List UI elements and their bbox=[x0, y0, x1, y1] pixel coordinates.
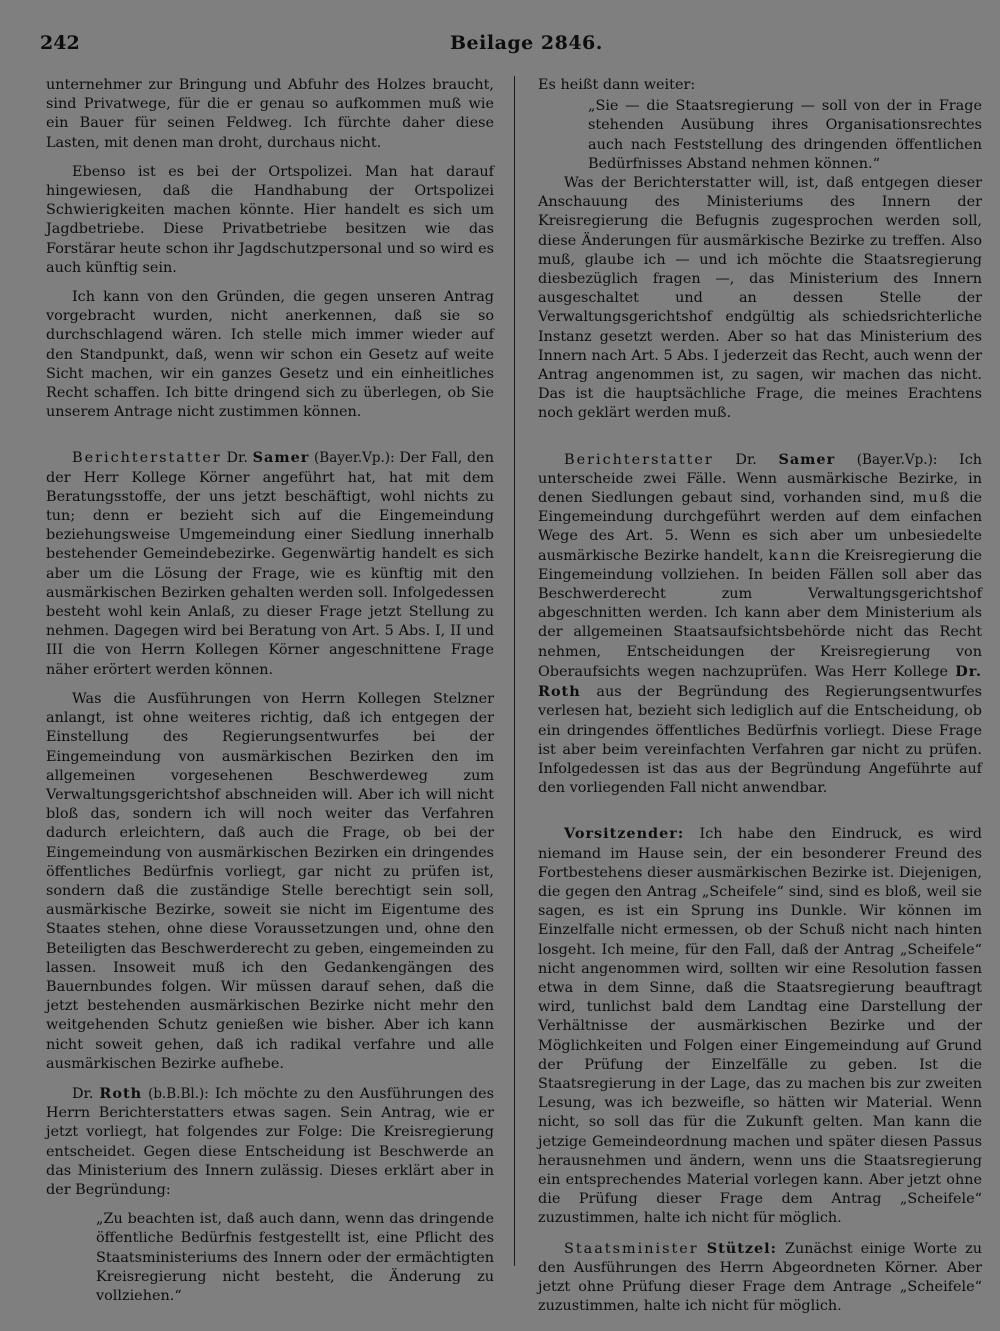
speaker-title: Dr. bbox=[72, 1085, 94, 1102]
speaker-name: Roth bbox=[99, 1084, 143, 1102]
speech-minister bbox=[538, 1239, 982, 1317]
paragraph: Was der Berichterstatter will, ist, daß entgegen dieser Anschauung des Ministeriums des Innern der Kreisregierung die Befugnis zugesprochen werden soll, diese Änderungen für ausmärkische Bezirke zu treffen. Also muß, glaube ich — und ich möchte die Staatsregierung diesbezüglich fragen —, das Ministerium des Innern ausgeschaltet und an dessen Stelle der Verwaltungsgerichtshof endgültig als schiedsrichterliche Instanz gesetzt werden. Aber so hat das Ministerium des Innern nach Art. 5 Abs. I jederzeit das Recht, auch wenn der Antrag angenommen ist, zu sagen, wir machen das nicht. Das ist die hauptsächliche Frage, die meines Erachtens noch geklärt werden muß. bbox=[538, 175, 982, 422]
speaker-name: Stützel: bbox=[706, 1239, 777, 1257]
speech-text: aus der Begründung des Regierungsentwurfes verlesen hat, bezieht sich lediglich auf die Entscheidung, ob ein dringendes öffentliches Bedürfnis vorliegt. Diese Frage ist aber beim vereinfachten Verfahren gar nicht zu prüfen. Infolgedessen ist das aus der Begründung Angeführte auf den vorliegenden Fall nicht anwendbar. bbox=[538, 684, 982, 797]
emphasis-text: muß bbox=[912, 490, 952, 507]
speech-roth bbox=[46, 1084, 494, 1200]
speech-chairman bbox=[538, 824, 982, 1228]
referenced-name: Dr. Roth bbox=[538, 662, 982, 701]
paragraph: Ebenso ist es bei der Ortspolizei. Man hat darauf hingewiesen, daß die Handhabung der Ortspolizei Schwierigkeiten machen könnte. Hier handelt es sich um Jagdbetriebe. Diese Privatbetriebe besitzen wie das Forstärar heute schon ihr Jagdschutzpersonal und so wird es auch künftig sein. bbox=[46, 163, 494, 276]
speaker-role: Berichterstatter bbox=[72, 450, 222, 467]
speaker-party: (Bayer.Vp.): bbox=[314, 450, 395, 467]
page-number: 242 bbox=[40, 32, 80, 54]
paragraph: Ich kann von den Gründen, die gegen unseren Antrag vorgebracht wurden, nicht anerkennen, daß sie so durchschlagend wären. Ich stelle mich immer wieder auf den Standpunkt, daß, wenn wir schon ein Gesetz auf weite Sicht machen, wir ein ganzes Gesetz und ein einheitliches Recht schaffen. Ich bitte dringend sich zu überlegen, ob Sie unserem Antrage nicht zustimmen können. bbox=[46, 289, 494, 421]
paragraph: Was die Ausführungen von Herrn Kollegen Stelzner anlangt, ist ohne weiteres richtig, daß ich entgegen der Einstellung des Regierungsentwurfes bei der Eingemeindung von ausmärkischen Bezirken den im allgemeinen vorgesehenen Beschwerdeweg zum Verwaltungsgerichtshof abschneiden will. Aber ich will nicht bloß das, sondern ich will noch weiter das Verfahren dadurch erleichtern, daß auch die Frage, ob bei der Eingemeindung von ausmärkischen Bezirken ein dringendes öffentliches Bedürfnis vorliegt, gar nicht zu prüfen ist, sondern daß die zuständige Stelle berechtigt sein soll, ausmärkische Bezirke, soweit sie nicht im Eigentume des Staates stehen, ohne diese Voraussetzungen und, ohne den Beteiligten das Beschwerderecht zu geben, eingemeinden zu lassen. Insoweit muß ich den Gedankengängen des Bauernbundes folgen. Wir müssen darauf sehen, daß die jetzt bestehenden ausmärkischen Bezirke nicht mehr den weitgehenden Schutz genießen wie bisher. Aber ich kann nicht soweit gehen, daß ich radikal verfahre und alle ausmärkischen Bezirke aufhebe. bbox=[46, 690, 494, 1072]
speech-samer-reply bbox=[538, 450, 982, 799]
speech-text: Ich habe den Eindruck, es wird niemand im Hause sein, der ein besonderer Freund des Fortbestehens dieser ausmärkischen Bezirke ist. Diejenigen, die gegen den Antrag „Scheifele“ sind, sind es bloß, weil sie sagen, es ist ein Sprung ins Dunkle. Wir können im Einzelfalle nicht ermessen, ob der Schuß nicht nach hinten losgeht. Ich meine, für den Fall, daß der Antrag „Scheifele“ nicht angenommen wird, sollten wir eine Resolution fassen etwa in dem Sinne, daß die Staatsregierung beauftragt wird, tunlichst bald dem Landtag eine Darstellung der Verhältnisse der ausmärkischen Bezirke und der Möglichkeiten und Folgen einer Eingemeindung auf Grund der Prüfung der Einzelfälle zu geben. Ist die Staatsregierung in der Lage, das zu machen bis zur zweiten Lesung, was ich bezweifle, so hätten wir Material. Wenn nicht, so soll das für die Zukunft gelten. Man kann die jetzige Gemeindeordnung machen und später diesen Passus herausnehmen und ändern, wenn uns die Staatsregierung ein entsprechendes Material vorlegen kann. Aber jetzt ohne die Prüfung dieser Frage dem Antrag „Scheifele“ zuzustimmen, halte ich nicht für möglich. bbox=[538, 826, 982, 1227]
paragraph: Es heißt dann weiter: bbox=[538, 77, 696, 93]
left-column bbox=[46, 76, 494, 1306]
speaker-role: Staatsminister bbox=[564, 1240, 699, 1257]
running-title: Beilage 2846. bbox=[450, 32, 603, 54]
speaker-name: Vorsitzender: bbox=[564, 825, 685, 843]
page-header bbox=[40, 32, 980, 62]
speech-text: Ich unterscheide zwei Fälle. Wenn ausmärkische Bezirke, in denen Siedlungen gebaut sind, vorhanden sind, bbox=[538, 451, 983, 507]
speech-text: Der Fall, den der Herr Kollege Körner angeführt hat, hat mit dem Beratungsstoffe, der uns jetzt beschäftigt, wohl nichts zu tun; denn er bezieht sich auf die Eingemeindung beziehungsweise Umgemeindung einer Siedlung innerhalb bestehender Gemeindebezirke. Gegenwärtig handelt es sich aber um die Lösung der Frage, wie es künftig mit den ausmärkischen Bezirken gehalten werden soll. Infolgedessen besteht wohl kein Anlaß, zu dieser Frage jetzt Stellung zu nehmen. Dagegen wird bei Beratung von Art. 5 Abs. I, II und III die von Herrn Kollegen Körner angeschnittene Frage näher erörtert werden können. bbox=[46, 450, 495, 678]
speaker-title: Dr. bbox=[735, 451, 757, 468]
speech-samer bbox=[46, 448, 494, 679]
block-quote: „Zu beachten ist, daß auch dann, wenn das dringende öffentliche Bedürfnis festgestellt ist, eine Pflicht des Staatsministeriums des Innern oder der ermächtigten Kreisregierung nicht besteht, die Änderung zu vollziehen.“ bbox=[96, 1211, 494, 1304]
column-divider bbox=[514, 76, 515, 1266]
speech-text: die Kreisregierung die Eingemeindung vollziehen. In beiden Fällen soll aber das Beschwerderecht zum Verwaltungsgerichtshof abgeschnitten werden. Ich kann aber dem Ministerium als der allgemeinen Staatsaufsichtsbehörde nicht das Recht nehmen, Entscheidungen der Kreisregierung von Oberaufsichts wegen nachzuprüfen. Was Herr Kollege bbox=[538, 547, 983, 680]
speaker-name: Samer bbox=[778, 450, 836, 468]
speaker-party: (b.B.Bl.): bbox=[148, 1085, 209, 1102]
emphasis-text: kann bbox=[768, 547, 813, 564]
block-quote: „Sie — die Staatsregierung — soll von der in Frage stehenden Ausübung ihres Organisationsrechtes auch nach Feststellung des dringenden öffentlichen Bedürfnisses Abstand nehmen können.“ bbox=[588, 98, 982, 172]
speech-text: Zunächst einige Worte zu den Ausführungen des Herrn Abgeordneten Körner. Aber jetzt ohne Prüfung dieser Frage dem Antrage „Scheifele“ zuzustimmen, halte ich nicht für möglich. bbox=[538, 1240, 982, 1315]
speech-text: Ich möchte zu den Ausführungen des Herrn Berichterstatters etwas sagen. Sein Antrag, wie er jetzt vorliegt, hat folgendes zur Folge: Die Kreisregierung entscheidet. Gegen diese Entscheidung ist Beschwerde an das Ministerium des Innern zulässig. Dieses erklärt aber in der Begründung: bbox=[46, 1085, 495, 1198]
paragraph: unternehmer zur Bringung und Abfuhr des Holzes braucht, sind Privatwege, für die er genau so aufkommen muß wie ein Bauer für seinen Feldweg. Ich fürchte daher diese Lasten, mit denen man droht, durchaus nicht. bbox=[46, 77, 494, 151]
speech-text: die Eingemeindung durchgeführt werden auf dem einfachen Wege des Art. 5. Wenn es sich aber um unbesiedelte ausmärkische Bezirke handelt, bbox=[538, 490, 983, 564]
right-column bbox=[538, 76, 982, 1316]
speaker-name: Samer bbox=[252, 449, 310, 467]
speaker-party: (Bayer.Vp.): bbox=[856, 451, 938, 468]
speaker-title: Dr. bbox=[226, 450, 248, 467]
speaker-role: Berichterstatter bbox=[564, 451, 714, 468]
